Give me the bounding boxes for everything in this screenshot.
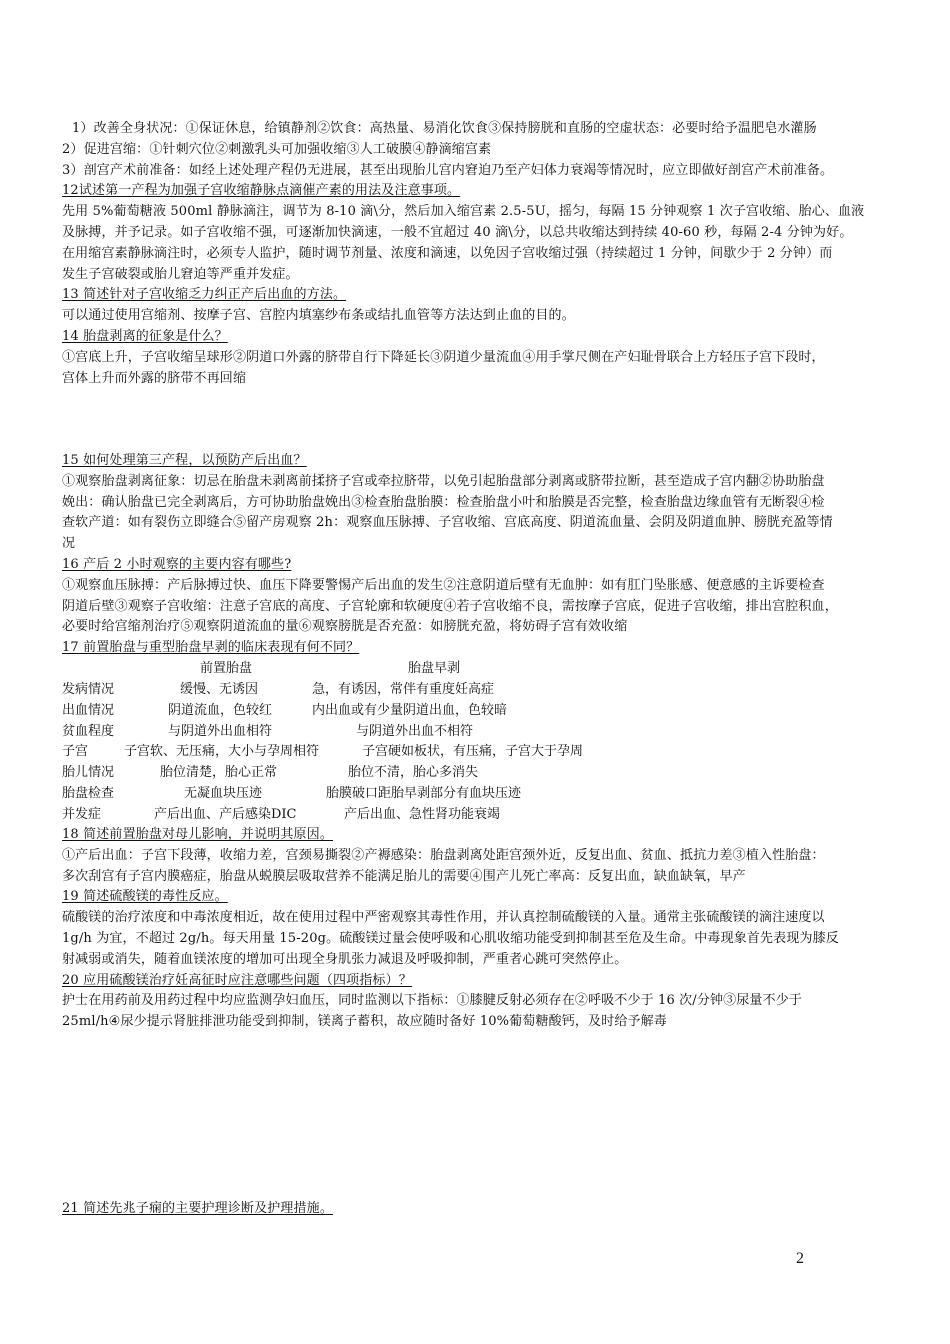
abruption-cell: 内出血或有少量阴道出血，色较暗 [312,702,508,718]
previa-cell: 子宫软、无压痛，大小与孕周相符 [124,744,320,760]
text-line: ①产后出血：子宫下段薄，收缩力差，宫颈易撕裂②产褥感染：胎盘剥离处距宫颈外近，反复出血、贫血、抵抗力差③植入性胎盘： [62,847,825,863]
table-header-placental-abruption: 胎盘早剥 [408,661,461,676]
row-label: 子宫 [62,744,89,760]
text-line: ①观察血压脉搏：产后脉搏过快、血压下降要警惕产后出血的发生②注意阴道后壁有无血肿：如有肛门坠胀感、便意感的主诉要检查 [62,577,825,593]
row-label: 贫血程度 [62,723,115,739]
question-heading: 16 产后 2 小时观察的主要内容有哪些? [62,557,292,572]
text-line: 况 [62,536,76,552]
abruption-cell: 急，有诱因，常伴有重度妊高症 [312,682,495,697]
previa-cell: 胎位清楚，胎心正常 [160,765,278,781]
text-line: 阴道后壁③观察子宫收缩：注意子宫底的高度、子宫轮廓和软硬度④若子宫收缩不良，需按摩子宫底，促进子宫收缩，排出宫腔积血， [62,598,838,614]
text-line: 射减弱或消失，随着血镁浓度的增加可出现全身肌张力减退及呼吸抑制，严重者心跳可突然停止。 [62,951,628,967]
text-line: 发生子宫破裂或胎儿窘迫等严重并发症。 [62,266,299,282]
question-heading: 19 简述硫酸镁的毒性反应。 [62,889,228,905]
text-line: 必要时给宫缩剂治疗⑤观察阴道流血的量⑥观察膀胱是否充盈：如膀胱充盈，将妨碍子宫有效收缩 [62,619,628,635]
text-line: 及脉搏，并予记录。如子宫收缩不强，可逐渐加快滴速，一般不宜超过 40 滴\分，以总共收缩达到持续 40-60 秒，每隔 2-4 分钟为好。 [62,225,853,240]
text-line: ①观察胎盘剥离征象：切忌在胎盘未剥离前揉挤子宫或牵拉脐带，以免引起胎盘部分剥离或脐带拉断，甚至造成子宫内翻②协助胎盘 [62,473,825,489]
text-line: 多次刮宫有子宫内膜癌症，胎盘从蜕膜层吸取营养不能满足胎儿的需要④围产儿死亡率高：反复出血，缺血缺氧，早产 [62,868,746,884]
text-line: 在用缩宫素静脉滴注时，必须专人监护，随时调节剂量、浓度和滴速，以免因子宫收缩过强（持续超过 1 分钟，间歇少于 2 分钟）而 [62,245,833,261]
question-heading: 18 简述前置胎盘对母儿影响，并说明其原因。 [62,827,333,842]
page-number: 2 [796,1250,804,1267]
question-heading: 14 胎盘剥离的征象是什么？ [62,329,228,344]
abruption-cell: 子宫硬如板状，有压痛，子宫大于孕周 [362,744,584,760]
table-header-placenta-previa: 前置胎盘 [200,661,253,676]
text-line: 可以通过使用宫缩剂、按摩子宫、宫腔内填塞纱布条或结扎血管等方法达到止血的目的。 [62,308,575,324]
question-heading: 12试述第一产程为加强子宫收缩静脉点滴催产素的用法及注意事项。 [62,183,461,199]
text-line: 1g/h 为宜，不超过 2g/h。每天用量 15-20g。硫酸镁过量会使呼吸和心肌收缩功能受到抑制甚至危及生命。中毒现象首先表现为膝反 [62,931,839,946]
previa-cell: 阴道流血，色较红 [168,702,273,718]
question-heading: 20 应用硫酸镁治疗妊高征时应注意哪些问题（四项指标）？ [62,972,412,988]
text-line: 3）剖宫产术前准备：如经上述处理产程仍无进展，甚至出现胎儿宫内窘迫乃至产妇体力衰竭等情况时，应立即做好剖宫产术前准备。 [62,162,834,178]
row-label: 发病情况 [62,682,115,697]
row-label: 并发症 [62,806,102,822]
text-line: ①宫底上升，子宫收缩呈球形②阴道口外露的脐带自行下降延长③阴道少量流血④用手掌尺侧在产妇耻骨联合上方轻压子宫下段时， [62,349,825,365]
text-line: 硫酸镁的治疗浓度和中毒浓度相近，故在使用过程中严密观察其毒性作用，并认真控制硫酸镁的入量。通常主张硫酸镁的滴注速度以 [62,910,825,926]
previa-cell: 产后出血、产后感染DIC [154,806,297,822]
previa-cell: 无凝血块压迹 [184,786,263,801]
row-label: 胎盘检查 [62,786,115,801]
question-heading: 17 前置胎盘与重型胎盘早剥的临床表现有何不同？ [62,640,360,656]
abruption-cell: 与阴道外出血不相符 [356,723,474,739]
text-line: 娩出：确认胎盘已完全剥离后，方可协助胎盘娩出③检查胎盘胎膜：检查胎盘小叶和胎膜是否完整，检查胎盘边缘血管有无断裂④检 [62,494,825,510]
text-line: 宫体上升而外露的脐带不再回缩 [62,370,247,386]
text-line: 2）促进宫缩：①针刺穴位②刺激乳头可加强收缩③人工破膜④静滴缩宫素 [62,141,492,157]
abruption-cell: 产后出血、急性肾功能衰竭 [344,806,501,822]
row-label: 出血情况 [62,702,115,718]
text-line: 护士在用药前及用药过程中均应监测孕妇血压，同时监测以下指标：①膝腱反射必须存在②呼吸不少于 16 次/分钟③尿量不少于 [62,993,803,1009]
text-line: 1）改善全身状况：①保证休息，给镇静剂②饮食：高热量、易消化饮食③保持膀胱和直肠的空虚状态：必要时给予温肥皂水灌肠 [72,121,817,136]
abruption-cell: 胎位不清，胎心多消失 [348,765,479,781]
question-heading: 21 简述先兆子痫的主要护理诊断及护理措施。 [62,1201,333,1216]
abruption-cell: 胎膜破口距胎早剥部分有血块压迹 [326,786,522,801]
previa-cell: 与阴道外出血相符 [168,723,273,739]
question-heading: 13 简述针对子宫收缩乏力纠正产后出血的方法。 [62,287,347,303]
text-line: 查软产道：如有裂伤立即缝合⑤留产房观察 2h：观察血压脉搏、子宫收缩、宫底高度、阴道流血量、会阴及阴道血肿、膀胱充盈等情 [62,515,833,531]
previa-cell: 缓慢、无诱因 [180,682,259,697]
text-line: 先用 5%葡萄糖液 500ml 静脉滴注，调节为 8-10 滴\分，然后加入缩宫素 2.5-5U，摇匀，每隔 15 分钟观察 1 次子宫收缩、胎心、血液 [62,204,865,220]
text-line: 25ml/h④尿少提示肾脏排泄功能受到抑制，镁离子蓄积，故应随时备好 10%葡萄糖酸钙，及时给予解毒 [62,1014,667,1030]
row-label: 胎儿情况 [62,765,115,781]
question-heading: 15 如何处理第三产程，以预防产后出血？ [62,453,307,468]
